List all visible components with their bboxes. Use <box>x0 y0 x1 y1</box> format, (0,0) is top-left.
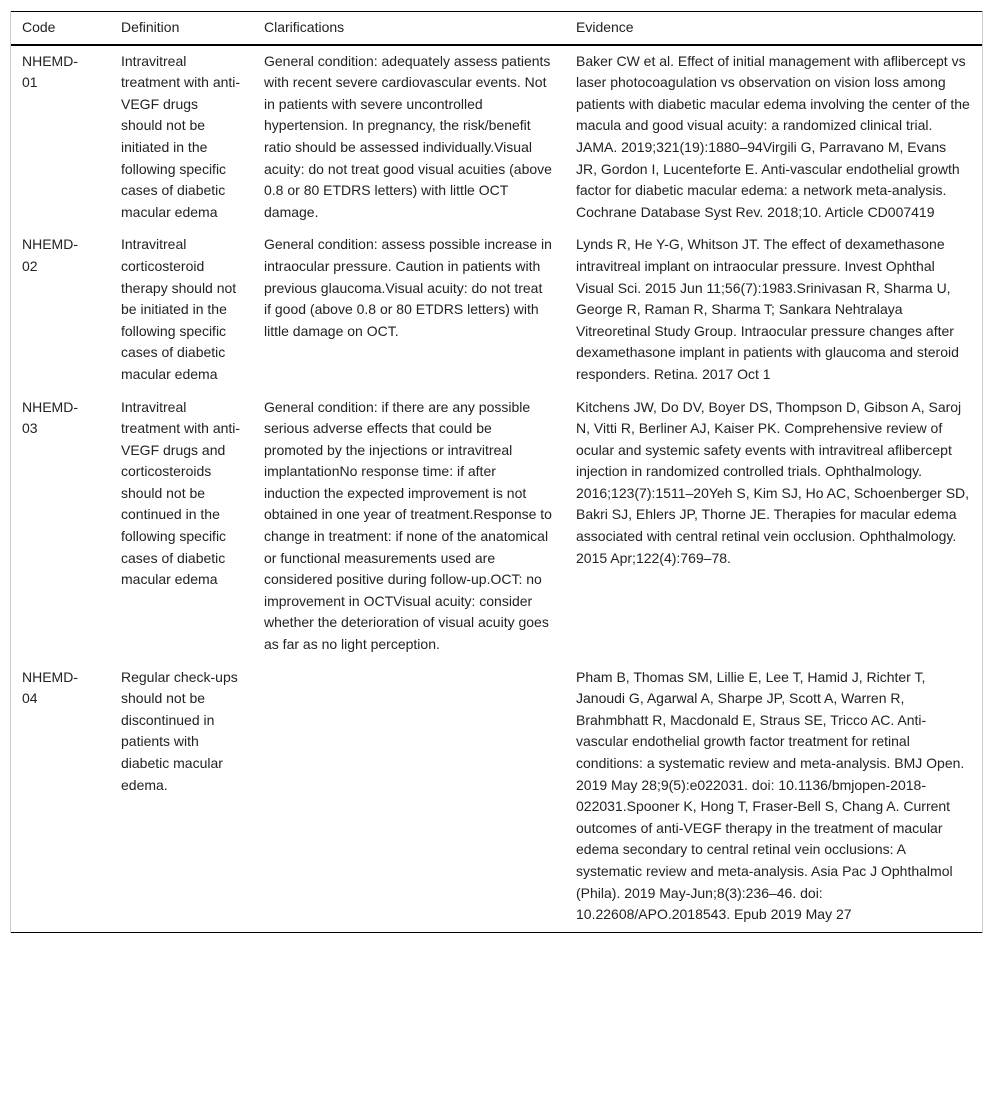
code-cell: NHEMD-03 <box>22 398 78 437</box>
evidence-cell: Pham B, Thomas SM, Lillie E, Lee T, Hamid J, Richter T, Janoudi G, Agarwal A, Sharpe JP, Scott A, Warren R, Brahmbhatt R, Macdonald E, Straus SE, Tricco AC. Anti-vascular endothelial growth factor treatment for retinal conditions: a systematic review and meta-analysis. BMJ Open. 2019 May 28;9(5):e022031. doi: 10.1136/bmjopen-2018-022031.Spooner K, Hong T, Fraser-Bell S, Chang A. Current outcomes of anti-VEGF therapy in the treatment of macular edema secondary to central retinal vein occlusions: A systematic review and meta-analysis. Asia Pac J Ophthalmol (Phila). 2019 May-Jun;8(3):236–46. doi: 10.22608/APO.2018543. Epub 2019 May 27 <box>565 662 982 933</box>
recommendations-table <box>11 11 982 933</box>
clarifications-cell: General condition: adequately assess patients with recent severe cardiovascular events. Not in patients with severe uncontrolled hypertension. In pregnancy, the risk/benefit ratio should be assessed individually.Visual acuity: do not treat good visual acuities (above 0.8 or 80 ETDRS letters) with little OCT damage. <box>264 52 552 220</box>
evidence-cell: Lynds R, He Y-G, Whitson JT. The effect of dexamethasone intravitreal implant on intraocular pressure. Invest Ophthal Visual Sci. 2015 Jun 11;56(7):1983.Srinivasan R, Sharma U, George R, Raman R, Sharma T; Sankara Nehtralaya Vitreoretinal Study Group. Intraocular pressure changes after dexamethasone implant in patients with glaucoma and steroid responders. Retina. 2017 Oct 1 <box>576 236 959 382</box>
table-row <box>11 662 982 933</box>
evidence-cell: Kitchens JW, Do DV, Boyer DS, Thompson D, Gibson A, Saroj N, Vitti R, Berliner AJ, Kaiser PK. Comprehensive review of ocular and systemic safety events with intravitreal aflibercept injection in randomized controlled trials. Ophthalmology. 2016;123(7):1511–20Yeh S, Kim SJ, Ho AC, Schoenberger SD, Bakri SJ, Ehlers JP, Thorne JE. Therapies for macular edema associated with central retinal vein occlusion. Ophthalmology. 2015 Apr;122(4):769–78. <box>576 398 970 566</box>
table-container <box>10 11 983 933</box>
definition-cell: Intravitreal treatment with anti-VEGF drugs and corticosteroids should not be continued in the following specific cases of diabetic macular edema <box>121 398 241 588</box>
header-row <box>11 12 982 45</box>
definition-cell: Intravitreal corticosteroid therapy should not be initiated in the following specific cases of diabetic macular edema <box>121 236 237 382</box>
header-code: Code <box>11 12 110 45</box>
table-row <box>11 392 982 662</box>
header-evidence: Evidence <box>565 12 982 45</box>
code-cell: NHEMD-01 <box>22 52 78 91</box>
code-cell: NHEMD-04 <box>22 668 78 707</box>
header-clarifications: Clarifications <box>253 12 565 45</box>
clarifications-cell <box>253 662 565 933</box>
definition-cell: Intravitreal treatment with anti-VEGF drugs should not be initiated in the following specific cases of diabetic macular edema <box>121 52 241 220</box>
table-row <box>11 229 982 391</box>
evidence-cell: Baker CW et al. Effect of initial management with aflibercept vs laser photocoagulation vs observation on vision loss among patients with diabetic macular edema involving the center of the macula and good visual acuity: a randomized clinical trial. JAMA. 2019;321(19):1880–94Virgili G, Parravano M, Evans JR, Gordon I, Lucenteforte E. Anti-vascular endothelial growth factor for diabetic macular edema: a network meta-analysis. Cochrane Database Syst Rev. 2018;10. Article CD007419 <box>576 52 970 220</box>
clarifications-cell: General condition: assess possible increase in intraocular pressure. Caution in patients with previous glaucoma.Visual acuity: do not treat if good (above 0.8 or 80 ETDRS letters) with little damage on OCT. <box>264 236 552 339</box>
code-cell: NHEMD-02 <box>22 236 78 274</box>
definition-cell: Regular check-ups should not be discontinued in patients with diabetic macular edema. <box>110 662 253 933</box>
header-definition: Definition <box>110 12 253 45</box>
clarifications-cell: General condition: if there are any possible serious adverse effects that could be promoted by the injections or intravitreal implantationNo response time: if after induction the expected improvement is not obtained in one year of treatment.Response to change in treatment: if none of the anatomical or functional measurements used are considered positive during follow-up.OCT: no improvement in OCTVisual acuity: consider whether the deterioration of visual acuity goes as far as no light perception. <box>264 398 552 653</box>
table-row <box>11 45 982 230</box>
